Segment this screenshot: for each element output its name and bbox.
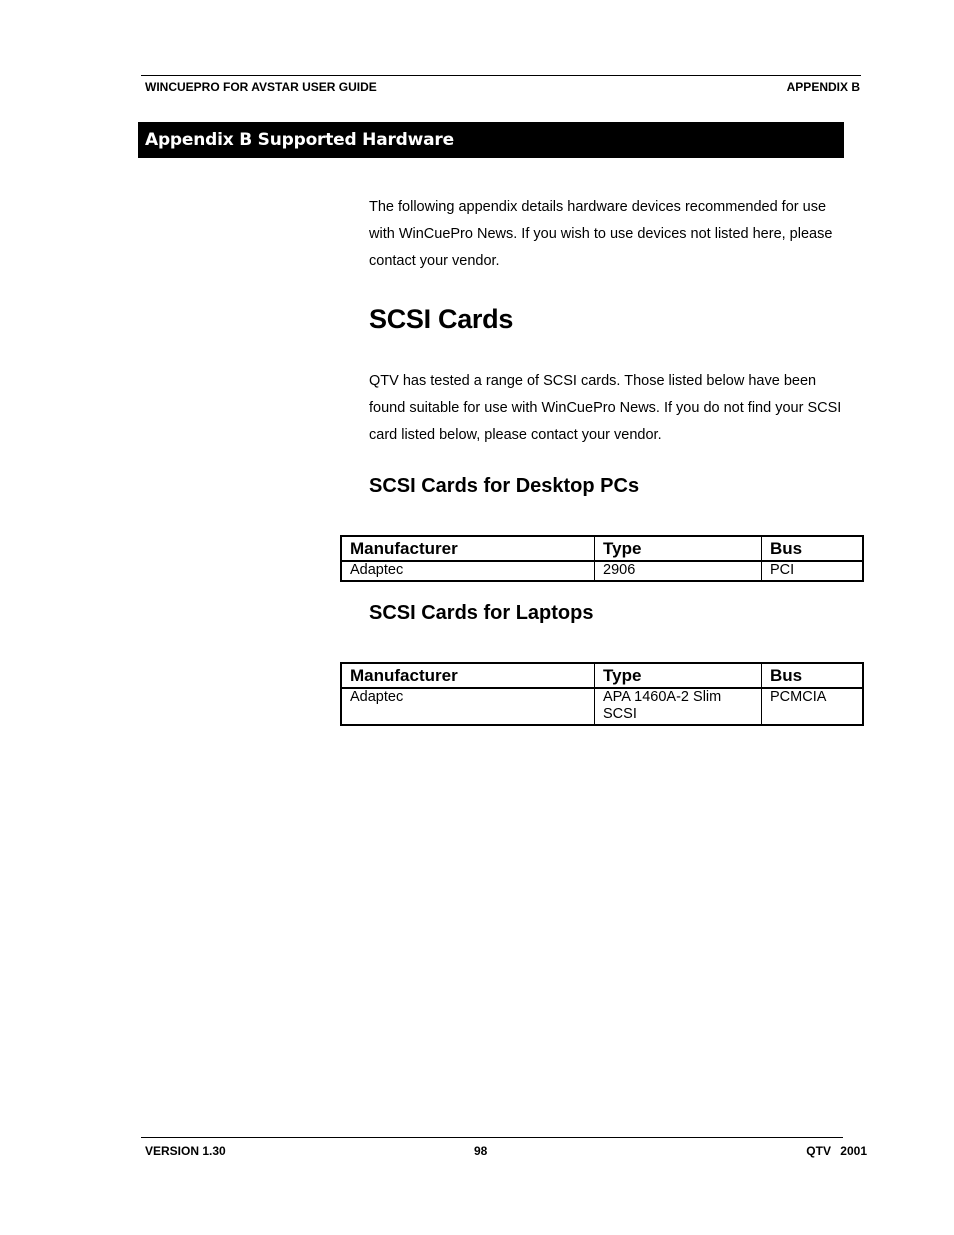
footer-rule [141, 1137, 843, 1138]
table-header-row [341, 536, 863, 561]
column-header-type: Type [595, 536, 762, 561]
laptop-table [340, 662, 864, 726]
laptop-heading: SCSI Cards for Laptops [369, 602, 594, 624]
column-header-manufacturer: Manufacturer [341, 663, 595, 688]
cell-bus: PCMCIA [762, 688, 864, 725]
running-header-section: APPENDIX B [786, 80, 860, 94]
header-rule [141, 75, 861, 76]
cell-bus: PCI [762, 561, 864, 581]
footer-copyright: QTV 2001 [806, 1144, 867, 1158]
cell-type: APA 1460A-2 Slim SCSI [595, 688, 762, 725]
cell-manufacturer: Adaptec [341, 688, 595, 725]
table-row [341, 561, 863, 581]
cell-manufacturer: Adaptec [341, 561, 595, 581]
table-row [341, 688, 863, 725]
appendix-banner: Appendix B Supported Hardware [138, 122, 844, 158]
desktop-table [340, 535, 864, 582]
desktop-heading: SCSI Cards for Desktop PCs [369, 475, 640, 497]
footer-version: VERSION 1.30 [145, 1144, 226, 1158]
scsi-cards-heading: SCSI Cards [369, 304, 514, 334]
cell-type: 2906 [595, 561, 762, 581]
column-header-manufacturer: Manufacturer [341, 536, 595, 561]
column-header-bus: Bus [762, 663, 864, 688]
column-header-type: Type [595, 663, 762, 688]
intro-paragraph: The following appendix details hardware devices recommended for use with WinCuePro News. If you wish to use devices not listed here, please contact your vendor. [369, 199, 833, 269]
running-header-title: WINCUEPRO FOR AVSTAR USER GUIDE [145, 80, 377, 94]
page-number: 98 [474, 1144, 488, 1158]
scsi-intro-paragraph: QTV has tested a range of SCSI cards. Those listed below have been found suitable for use with WinCuePro News. If you do not find your SCSI card listed below, please contact your vendor. [369, 373, 842, 443]
table-header-row [341, 663, 863, 688]
column-header-bus: Bus [762, 536, 864, 561]
